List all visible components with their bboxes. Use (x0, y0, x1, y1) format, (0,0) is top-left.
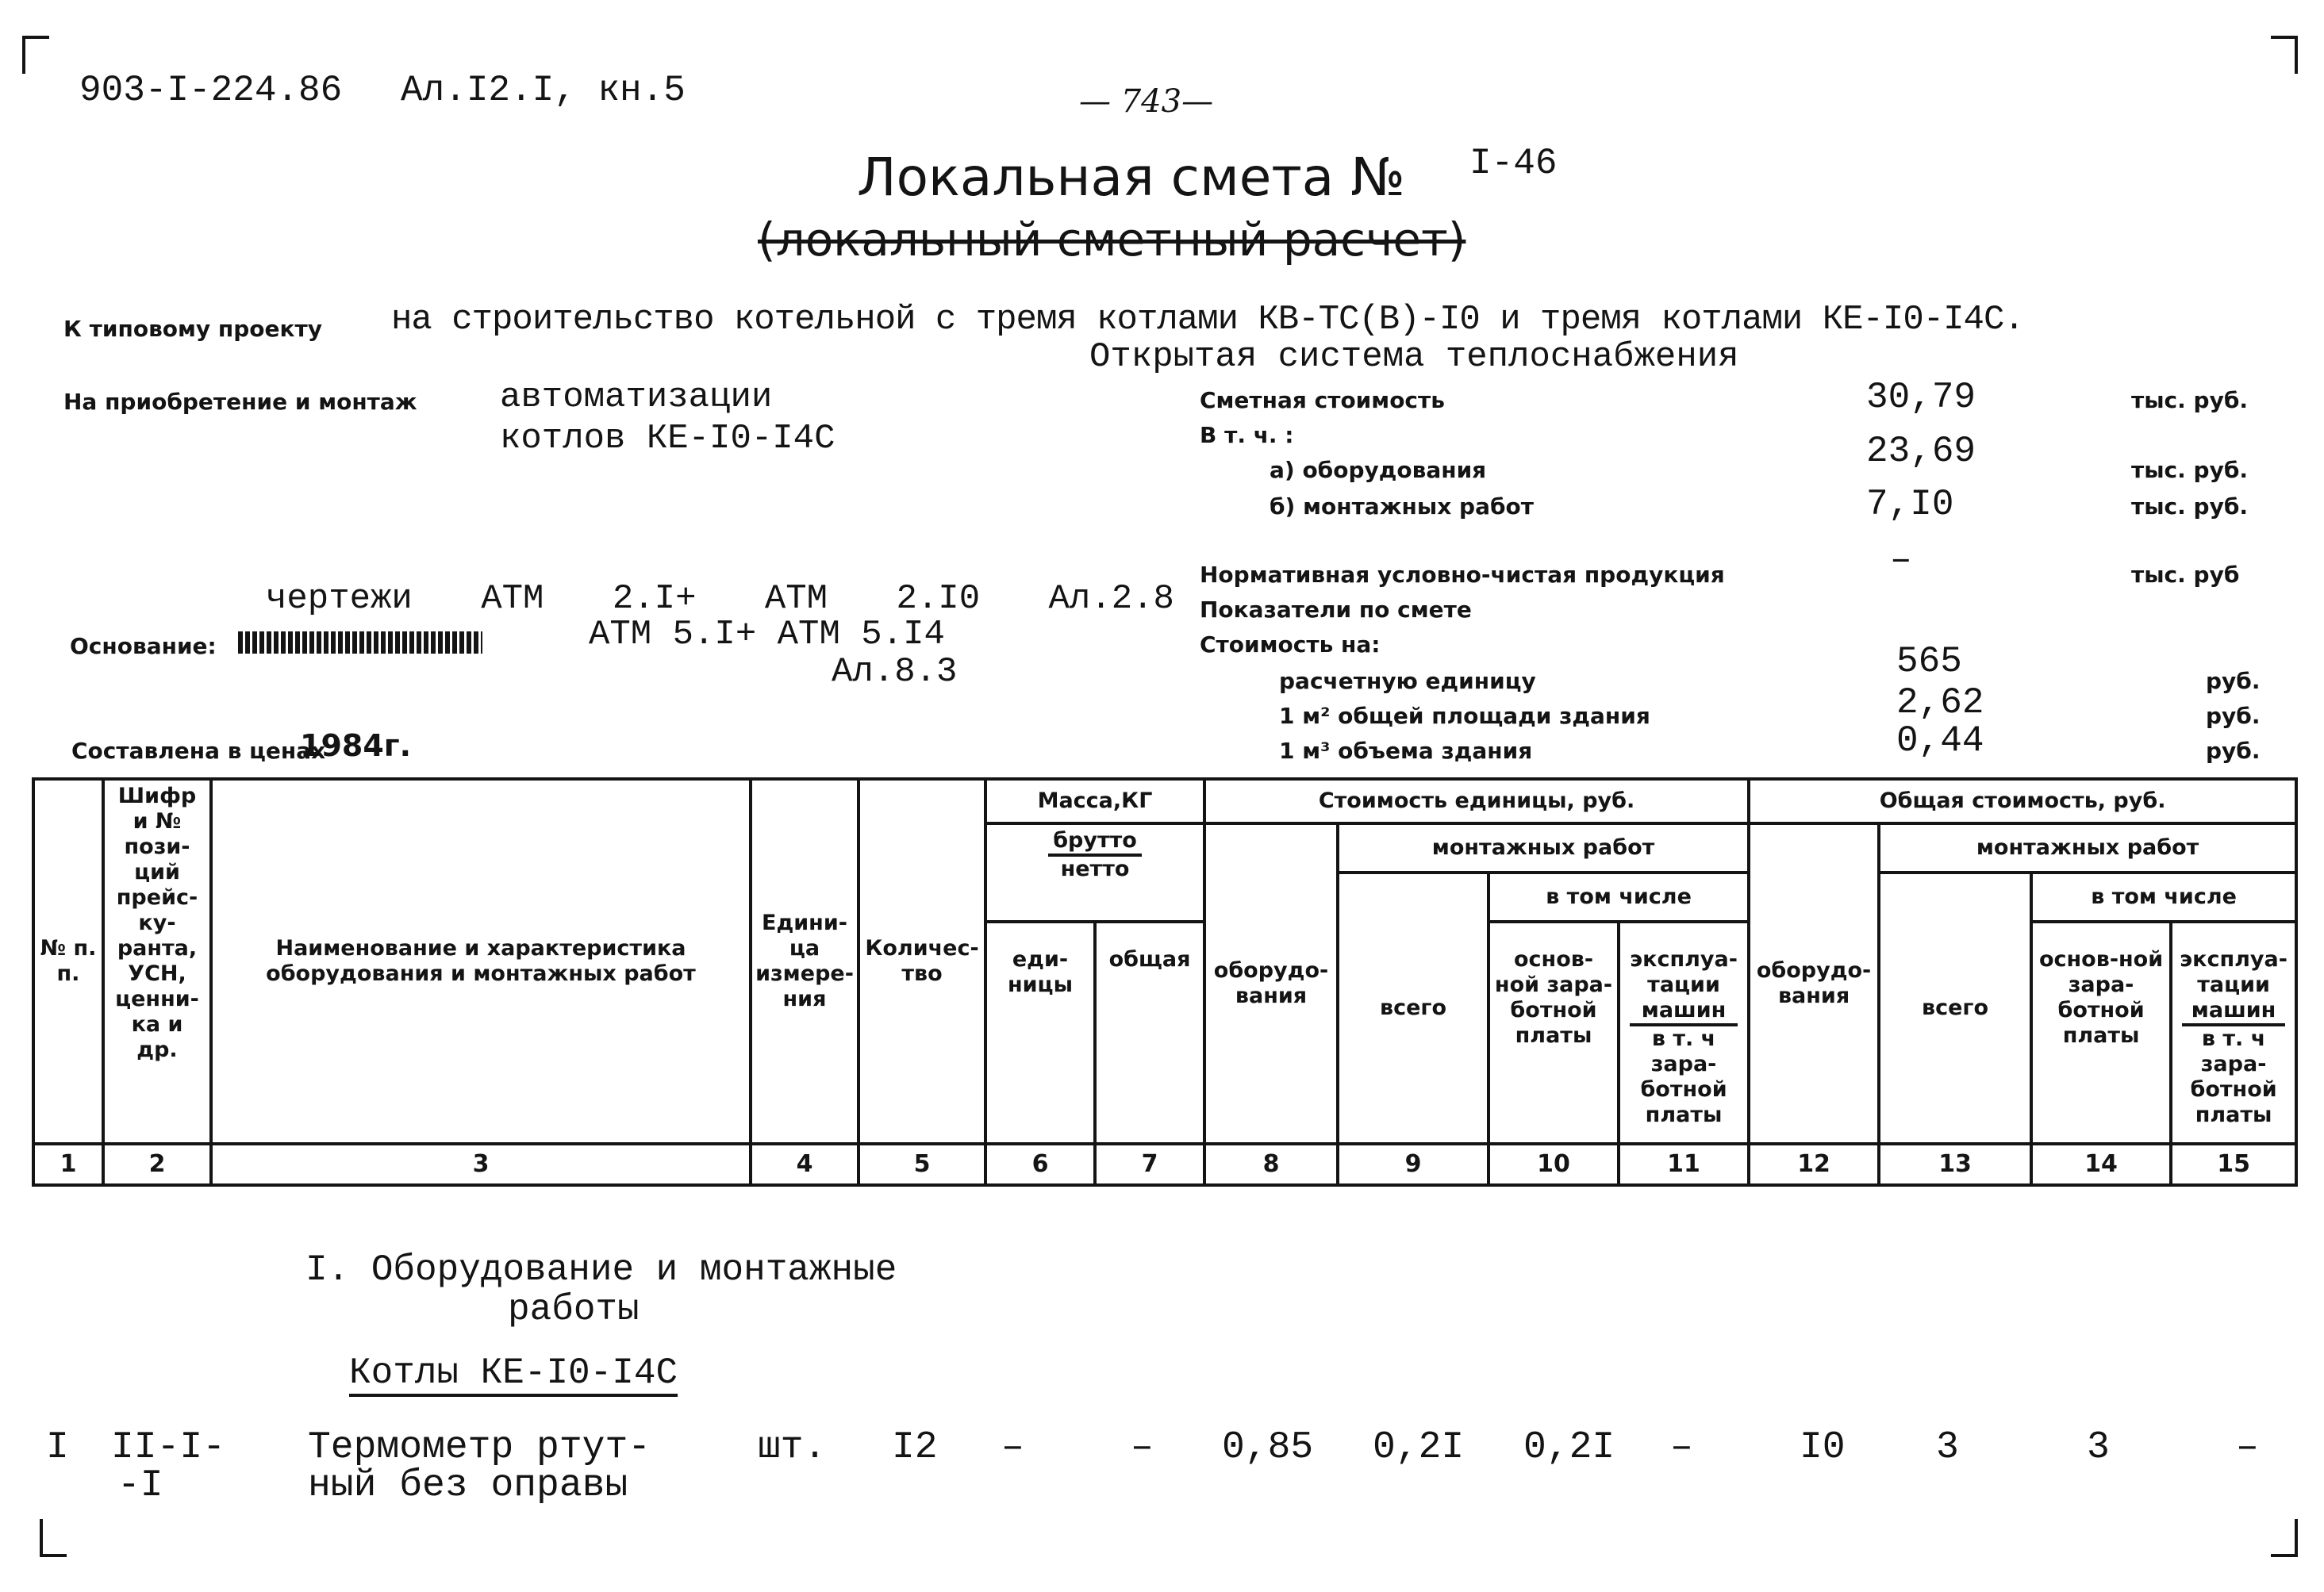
header-mass-unit-text: еди-ницы (1007, 947, 1073, 997)
header-total-equipment (1749, 823, 1879, 1144)
header-mount-incl-text: в том числе (1546, 884, 1692, 909)
project-line1: на строительство котельной с тремя котлами КВ-ТС(В)-I0 и тремя котлами КЕ-I0-I4С. (391, 300, 2024, 339)
header-total-machines (2171, 922, 2296, 1144)
corner-mark-top-left (22, 36, 49, 74)
col-number: 8 (1204, 1144, 1338, 1185)
basis-line2: АТМ 5.I+ АТМ 5.I4 (589, 615, 945, 654)
header-unit (751, 779, 859, 1144)
header-total-mount-text: монтажных работ (1976, 835, 2199, 860)
header-total-equipment-text: оборудо-вания (1756, 958, 1872, 1008)
basis-label: Основание: (70, 633, 217, 659)
page-number: — 743— (1079, 83, 1214, 120)
row-equip: 0,85 (1222, 1426, 1314, 1469)
per-m3-label: 1 м³ объема здания (1279, 738, 1533, 764)
header-num (33, 779, 103, 1144)
subtitle-struck: (локальный сметный расчет) (758, 213, 1466, 267)
equip-cost-label: а) оборудования (1270, 457, 1487, 483)
header-machines (1619, 922, 1749, 1144)
equip-cost-unit: тыс. руб. (2131, 457, 2249, 483)
subsection-title: Котлы КЕ-I0-I4С (349, 1352, 678, 1394)
header-total-wages-text: основ-ной зара-ботной платы (2038, 947, 2164, 1048)
header-equipment-text: оборудо-вания (1213, 958, 1329, 1008)
row-total-machines: – (2236, 1426, 2259, 1469)
project-line2: Открытая система теплоснабжения (1089, 337, 1739, 377)
header-total-incl-text: в том числе (2091, 884, 2237, 909)
per-m2-unit: руб. (2206, 703, 2261, 729)
header-netto: нетто (1060, 857, 1130, 881)
row-name-2: ный без оправы (308, 1464, 628, 1507)
row-name-1: Термометр ртут- (308, 1426, 651, 1469)
title-number: I-46 (1469, 143, 1558, 184)
header-qty-text: Количес-тво (865, 936, 979, 986)
row-total-all: 3 (1936, 1426, 1959, 1469)
basis-line1: чертежи АТМ 2.I+ АТМ 2.I0 Ал.2.8 (266, 579, 1174, 619)
equip-cost-value: 23,69 (1866, 431, 1976, 472)
normative-unit: тыс. руб (2131, 562, 2240, 588)
header-mass-text: Масса,КГ (1037, 788, 1153, 813)
header-mount-incl (1489, 873, 1749, 922)
row-code-1: II-I- (111, 1426, 226, 1469)
incl-label: В т. ч. : (1200, 422, 1294, 448)
cost-per-label: Стоимость на: (1200, 631, 1381, 658)
header-machines-text: эксплуа-тации машин (1630, 947, 1738, 1022)
header-wages-text: основ-ной зара-ботной платы (1494, 947, 1613, 1048)
corner-mark-bottom-right (2271, 1519, 2298, 1557)
header-total-machines-sub: в т. ч зара-ботной платы (2182, 1023, 2285, 1128)
header-num-text: № п. п. (40, 936, 97, 986)
row-wages: 0,2I (1523, 1426, 1615, 1469)
header-total-all-text: всего (1922, 995, 1989, 1020)
header-total-wages (2031, 922, 2171, 1144)
estimate-table (32, 777, 2298, 1187)
col-number: 14 (2031, 1144, 2171, 1185)
col-number: 1 (33, 1144, 103, 1185)
per-m3-value: 0,44 (1896, 720, 1984, 761)
prices-label: Составлена в ценах (71, 738, 326, 764)
header-mount-all (1338, 873, 1489, 1144)
col-number: 15 (2171, 1144, 2296, 1185)
header-brutto: брутто (1048, 828, 1142, 857)
page-number-value: 743 (1120, 83, 1182, 120)
corner-mark-bottom-left (40, 1519, 67, 1557)
header-name-text: Наименование и характеристика оборудования и монтажных работ (266, 936, 696, 986)
acquire-label: На приобретение и монтаж (63, 389, 417, 415)
row-mount-all: 0,2I (1373, 1426, 1465, 1469)
header-total-machines-text: эксплуа-тации машин (2180, 947, 2288, 1022)
row-total-equip: I0 (1800, 1426, 1846, 1469)
col-number: 4 (751, 1144, 859, 1185)
indicators-label: Показатели по смете (1200, 597, 1472, 623)
header-machines-sub: в т. ч зара-ботной платы (1630, 1023, 1738, 1128)
header-unit-cost-text: Стоимость единицы, руб. (1318, 788, 1635, 813)
prices-year: 1984г. (300, 728, 412, 763)
project-label: К типовому проекту (63, 316, 323, 342)
row-num: I (46, 1426, 69, 1469)
header-equipment (1204, 823, 1338, 1144)
header-mass-total-text: общая (1108, 947, 1191, 972)
header-total-all (1879, 873, 2031, 1144)
acquire-line2: котлов КЕ-I0-I4С (500, 419, 835, 458)
row-mass-unit: – (1001, 1426, 1024, 1469)
row-mass-total: – (1131, 1426, 1154, 1469)
per-unit-label: расчетную единицу (1279, 668, 1536, 694)
per-m3-unit: руб. (2206, 738, 2261, 764)
mount-cost-value: 7,I0 (1866, 484, 1954, 525)
header-code-text: Шифр и № пози-ций прейс-ку-ранта, УСН, ценни-ка и др. (115, 784, 199, 1062)
col-number: 11 (1619, 1144, 1749, 1185)
row-unit: шт. (758, 1426, 827, 1469)
section-title-2: работы (508, 1289, 640, 1330)
album-ref: Ал.I2.I, кн.5 (401, 70, 686, 111)
header-qty (859, 779, 985, 1144)
col-number: 2 (103, 1144, 211, 1185)
basis-struck-mark (238, 631, 482, 654)
row-code-2: -I (117, 1464, 163, 1507)
normative-value: – (1890, 539, 1912, 581)
header-mass (985, 779, 1204, 823)
header-mount (1338, 823, 1749, 873)
total-cost-unit: тыс. руб. (2131, 387, 2249, 413)
col-number: 12 (1749, 1144, 1879, 1185)
corner-mark-top-right (2271, 36, 2298, 74)
mount-cost-label: б) монтажных работ (1270, 493, 1534, 520)
col-number: 13 (1879, 1144, 2031, 1185)
normative-label: Нормативная условно-чистая продукция (1200, 562, 1725, 588)
header-mass-unit (985, 922, 1095, 1144)
mount-cost-unit: тыс. руб. (2131, 493, 2249, 520)
col-number: 6 (985, 1144, 1095, 1185)
page-title (857, 147, 1405, 208)
col-number: 10 (1489, 1144, 1619, 1185)
header-total-cost-text: Общая стоимость, руб. (1879, 788, 2166, 813)
title-text: Локальная смета № (857, 147, 1405, 208)
total-cost-label: Сметная стоимость (1200, 387, 1445, 413)
section-title-1: I. Оборудование и монтажные (305, 1249, 897, 1291)
header-name (211, 779, 751, 1144)
header-code (103, 779, 211, 1144)
header-brutto-netto (985, 823, 1204, 922)
header-mount-all-text: всего (1379, 995, 1447, 1020)
acquire-line1: автоматизации (500, 378, 773, 417)
per-unit-unit: руб. (2206, 668, 2261, 694)
basis-line3: Ал.8.3 (832, 652, 958, 692)
total-cost-value: 30,79 (1866, 377, 1976, 418)
doc-code: 903-I-224.86 (79, 70, 343, 111)
col-number: 9 (1338, 1144, 1489, 1185)
header-unit-text: Едини-ца измере-ния (755, 911, 854, 1011)
per-m2-label: 1 м² общей площади здания (1279, 703, 1650, 729)
header-unit-cost (1204, 779, 1749, 823)
col-number: 5 (859, 1144, 985, 1185)
row-qty: I2 (892, 1426, 938, 1469)
header-mass-total (1095, 922, 1204, 1144)
header-total-incl (2031, 873, 2296, 922)
header-mount-text: монтажных работ (1431, 835, 1655, 860)
row-total-wages: 3 (2087, 1426, 2110, 1469)
row-machines: – (1670, 1426, 1693, 1469)
header-total-cost (1749, 779, 2296, 823)
col-number: 3 (211, 1144, 751, 1185)
per-unit-value: 565 (1896, 641, 1962, 682)
col-number: 7 (1095, 1144, 1204, 1185)
header-total-mount (1879, 823, 2296, 873)
per-m2-value: 2,62 (1896, 682, 1984, 723)
header-wages (1489, 922, 1619, 1144)
